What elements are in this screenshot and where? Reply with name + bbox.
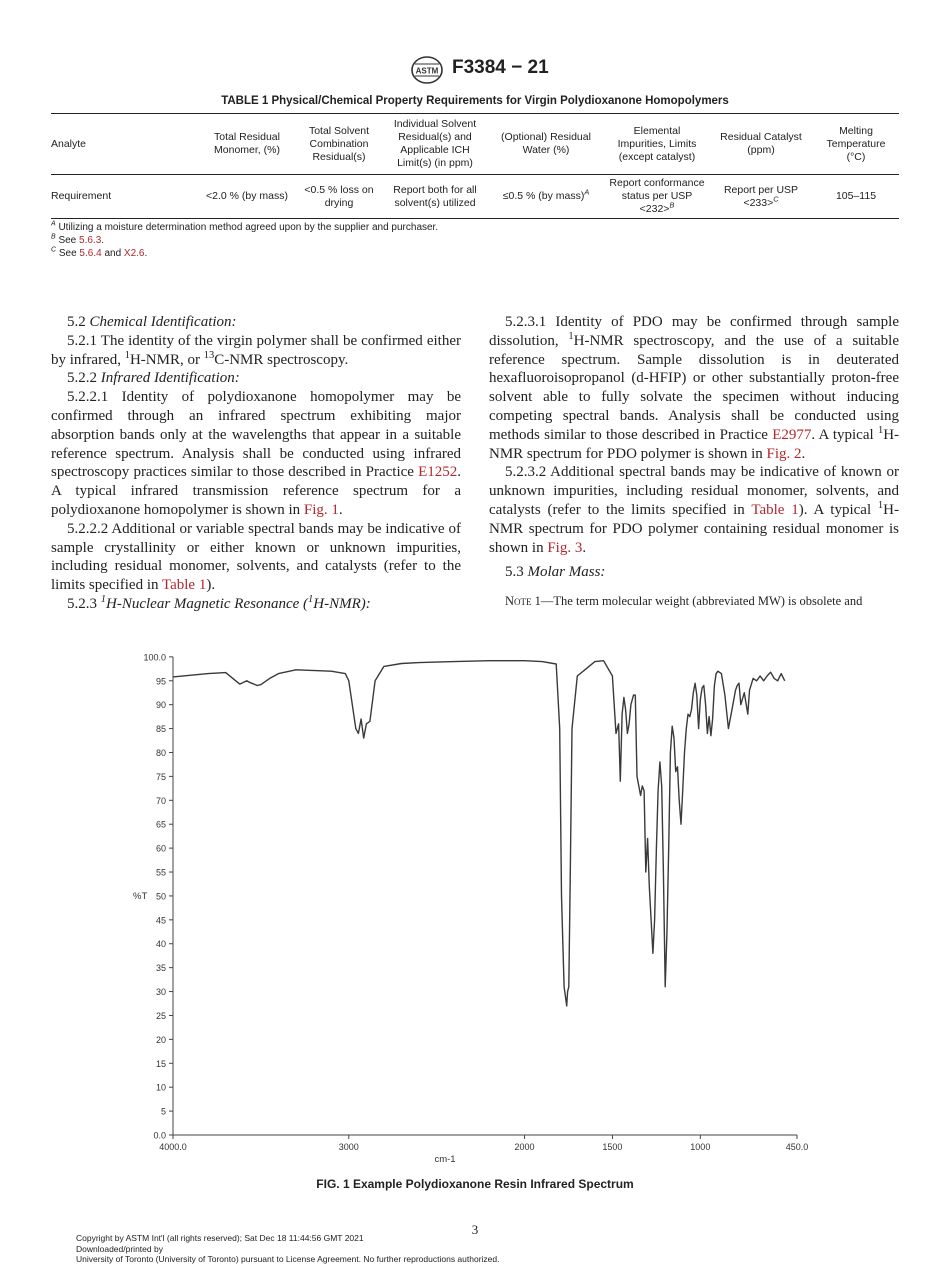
paragraph-5-2-3-2: 5.2.3.2 Additional spectral bands may be indicative of known or unknown impurities, including residual monomer, solvents, and catalysts (refer to the limits specified in Table 1). A typical $^1$H-NMR spectrum for PDO polymer containing residual monomer is shown in Fig. 3. (489, 464, 899, 556)
page-header (0, 56, 950, 84)
y-tick-label: 20 (155, 1034, 166, 1045)
x-axis-label: cm-1 (434, 1154, 456, 1165)
svg-text:ASTM: ASTM (415, 66, 439, 76)
ir-spectrum-chart (125, 648, 825, 1165)
header-analyte: Analyte (51, 114, 199, 175)
page-number: 3 (471, 1222, 479, 1237)
paragraph-5-2-1: 5.2.1 The identity of the virgin polymer shall be confirmed either by infrared, $^1$H-NMR, or $^{13}$C-NMR spectroscopy. (51, 332, 461, 368)
header-individual-solvent: Individual Solvent Residual(s) and Applicable ICH Limit(s) (in ppm) (383, 114, 487, 175)
y-axis-label: %T (133, 890, 148, 902)
y-tick-label: 30 (155, 987, 166, 998)
section-5-2-3-heading: 5.2.3 $^1$H-Nuclear Magnetic Resonance ($^1$H-NMR): (67, 593, 371, 612)
y-tick-label: 35 (155, 963, 166, 974)
link-5-6-3[interactable]: 5.6.3 (79, 235, 102, 246)
note-1: Note 1—The term molecular weight (abbreviated MW) is obsolete and (505, 594, 863, 609)
y-tick-label: 50 (155, 891, 166, 902)
link-5-6-4[interactable]: 5.6.4 (79, 248, 102, 259)
x-tick-label: 1500 (602, 1142, 623, 1152)
header-residual-monomer: Total Residual Monomer, (%) (199, 114, 295, 175)
y-tick-label: 5 (160, 1106, 166, 1117)
table-row (51, 175, 899, 219)
footer-downloaded: Downloaded/printed by (76, 1243, 163, 1254)
y-tick-label: 60 (155, 843, 166, 854)
y-tick-label: 90 (155, 700, 166, 711)
page-footer (76, 1233, 500, 1265)
figure-caption: FIG. 1 Example Polydioxanone Resin Infrared Spectrum (316, 1177, 634, 1191)
paragraph-5-2-3-1: 5.2.3.1 Identity of PDO may be confirmed through sample dissolution, $^1$H-NMR spectroscopy, and the use of a suitable reference spectrum. Sample dissolution is in deuterated hexafluoroisopropanol (d-HFIP) or other substantially proton-free solvent able to fully solvate the specimen without inducing competing spectral bands. Analysis shall be conducted using methods similar to those described in Practice E2977. A typical $^1$H-NMR spectrum for PDO polymer is shown in Fig. 2. (489, 314, 900, 462)
header-residual-water: (Optional) Residual Water (%) (487, 114, 605, 175)
cell-residual-catalyst: Report per USP <233>$^C$ (709, 175, 813, 219)
x-tick-label: 2000 (514, 1142, 535, 1152)
table-header-row (51, 114, 899, 175)
section-5-3-heading: 5.3 Molar Mass: (505, 564, 606, 581)
y-tick-label: 95 (155, 676, 166, 687)
table-footnote-c: $^C$ See 5.6.4 and X2.6. (51, 246, 148, 259)
section-5-2-heading: 5.2 Chemical Identification: (67, 314, 237, 330)
property-requirements-table (51, 113, 899, 219)
y-tick-label: 0.0 (153, 1130, 166, 1141)
cell-elemental-impurities: Report conformance status per USP <232>$^B$ (605, 175, 709, 219)
footer-license: University of Toronto (University of Toronto) pursuant to License Agreement. No further reproductions authorized. (76, 1254, 500, 1264)
y-tick-label: 75 (155, 771, 166, 782)
table-footnote-a: $^A$ Utilizing a moisture determination method agreed upon by the supplier and purchaser. (51, 220, 439, 233)
cell-total-solvent: <0.5 % loss on drying (295, 175, 383, 219)
y-tick-label: 25 (155, 1010, 166, 1021)
link-x2-6[interactable]: X2.6 (123, 248, 145, 259)
y-tick-label: 70 (155, 795, 166, 806)
paragraph-5-2-2-1: 5.2.2.1 Identity of polydioxanone homopolymer may be confirmed through an infrared spectrum exhibiting major absorption bands only at the wavelengths that appear in a suitable reference spectrum. Analysis shall be conducted using infrared spectroscopy practices similar to those described in Practice E1252. A typical infrared transmission reference spectrum for a polydioxanone homopolymer is shown in Fig. 1. (51, 389, 461, 518)
header-residual-catalyst: Residual Catalyst (ppm) (709, 114, 813, 175)
right-column (489, 313, 899, 611)
link-fig-3[interactable]: Fig. 3 (547, 539, 583, 556)
y-tick-label: 65 (155, 819, 166, 830)
paragraph-5-2-2-2: 5.2.2.2 Additional or variable spectral bands may be indicative of sample crystallinity or either known or unknown impurities, including residual monomer, solvents, and catalysts (refer to the limits specified in Table 1). (51, 520, 461, 594)
x-tick-label: 450.0 (785, 1142, 809, 1152)
table-title: TABLE 1 Physical/Chemical Property Requirements for Virgin Polydioxanone Homopolymers (221, 95, 729, 107)
y-tick-label: 85 (155, 724, 166, 735)
y-tick-label: 100.0 (143, 652, 166, 663)
link-fig-2[interactable]: Fig. 2 (766, 445, 802, 462)
link-table-1[interactable]: Table 1 (161, 577, 207, 594)
y-tick-label: 15 (155, 1058, 166, 1069)
y-tick-label: 80 (155, 747, 166, 758)
cell-individual-solvent: Report both for all solvent(s) utilized (383, 175, 487, 219)
link-e1252[interactable]: E1252 (418, 464, 458, 481)
document-id: F3384 − 21 (452, 57, 549, 78)
x-tick-label: 4000.0 (159, 1142, 187, 1152)
y-tick-label: 45 (155, 915, 166, 926)
table-footnote-b: $^B$ See 5.6.3. (51, 233, 105, 246)
left-column (51, 313, 461, 614)
cell-melting-temperature: 105–115 (813, 175, 899, 219)
y-tick-label: 55 (155, 867, 166, 878)
header-elemental-impurities: Elemental Impurities, Limits (except catalyst) (605, 114, 709, 175)
section-5-2-2-heading: 5.2.2 Infrared Identification: (67, 370, 240, 387)
spectrum-series-line (173, 661, 785, 1006)
link-e2977[interactable]: E2977 (772, 426, 812, 443)
astm-logo (411, 56, 443, 84)
header-melting-temperature: Melting Temperature (°C) (813, 114, 899, 175)
cell-residual-monomer: <2.0 % (by mass) (199, 175, 295, 219)
y-tick-label: 40 (155, 939, 166, 950)
footer-copyright: Copyright by ASTM Int'l (all rights reserved); Sat Dec 18 11:44:56 GMT 2021 (76, 1233, 364, 1243)
x-tick-label: 1000 (690, 1142, 711, 1152)
header-total-solvent: Total Solvent Combination Residual(s) (295, 114, 383, 175)
link-table-1-right[interactable]: Table 1 (751, 501, 799, 518)
y-tick-label: 10 (155, 1082, 166, 1093)
link-fig-1[interactable]: Fig. 1 (303, 501, 339, 518)
cell-residual-water: ≤0.5 % (by mass)$^A$ (487, 175, 605, 219)
x-tick-label: 3000 (338, 1142, 359, 1152)
cell-requirement-label: Requirement (51, 175, 199, 219)
